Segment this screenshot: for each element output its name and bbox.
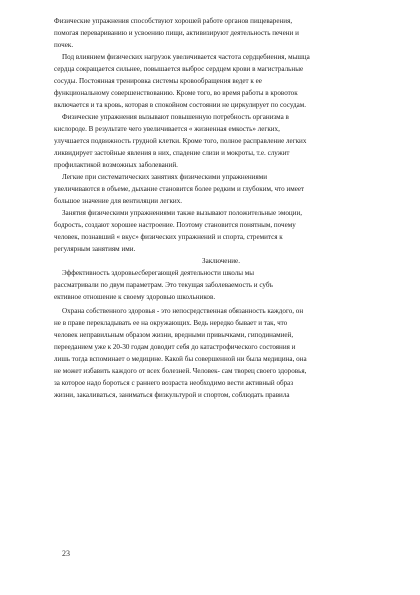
text-line: не в праве перекладывать ее на окружающих. Ведь нередко бывает и так, что bbox=[54, 319, 288, 327]
paragraph-start: Охрана собственного здоровья - это непосредственная обязанность каждого, он bbox=[62, 307, 304, 315]
text-line: профилактикой возможных заболеваний. bbox=[54, 161, 178, 169]
page-number: 23 bbox=[62, 549, 70, 558]
text-line: бодрость, создают хорошее настроение. Поэтому становится понятным, почему bbox=[54, 221, 296, 229]
text-line: жизни, закаливаться, заниматься физкультурой и спортом, соблюдать правила bbox=[54, 391, 290, 399]
text-line: улучшается подвижность грудной клетки. Кроме того, полное расправление легких bbox=[54, 137, 307, 145]
text-line: перееданием уже к 20-30 годам доводит себя до катастрофического состояния и bbox=[54, 343, 296, 351]
text-line: ективное отношение к своему здоровью школьников. bbox=[54, 293, 216, 301]
text-line: за которое надо бороться с раннего возраста необходимо вести активный образ bbox=[54, 379, 294, 387]
text-line: лишь тогда вспоминает о медицине. Какой бы совершенной ни была медицина, она bbox=[54, 355, 307, 363]
text-line: большое значение для вентиляции легких. bbox=[54, 197, 183, 205]
text-line: человек, познавший « вкус» физических упражнений и спорта, стремится к bbox=[54, 233, 283, 241]
paragraph-start: Под влиянием физических нагрузок увеличивается частота сердцебиения, мышца bbox=[62, 53, 310, 61]
text-line: включается и та кровь, которая в спокойном состоянии не циркулирует по сосудам. bbox=[54, 101, 307, 109]
text-line: почек. bbox=[54, 41, 74, 49]
text-line: увеличиваются в объеме, дыхание становится более редким и глубоким, что имеет bbox=[54, 185, 305, 193]
text-line: Физические упражнения способствуют хорошей работе органов пищеварения, bbox=[54, 17, 293, 25]
text-line: регулярным занятиям ими. bbox=[54, 245, 136, 253]
section-heading: Заключение. bbox=[202, 257, 240, 265]
paragraph-start: Эффективность здоровьесберегающей деятельности школы мы bbox=[62, 269, 255, 277]
text-line: ликвидирует застойные явления в них, спадение слизи и мокроты, т.е. служит bbox=[54, 149, 290, 157]
text-line: сердца сокращается сильнее, повышается выброс сердцем крови в магистральные bbox=[54, 65, 304, 73]
paragraph-start: Легкие при систематических занятиях физическими упражнениями bbox=[62, 173, 267, 181]
text-line: рассматривали по двум параметрам. Это текущая заболеваемость и субъ bbox=[54, 281, 273, 289]
body-text bbox=[54, 15, 388, 401]
text-line: не может избавить каждого от всех болезней. Человек- сам творец своего здоровья, bbox=[54, 367, 307, 375]
paragraph-start: Занятия физическими упражнениями также вызывают положительные эмоции, bbox=[62, 209, 303, 217]
text-line: человек неправильным образом жизни, вредными привычками, гиподинамией, bbox=[54, 331, 294, 339]
text-line: функциональному совершенствованию. Кроме того, во время работы в кровоток bbox=[54, 89, 298, 97]
text-line: кислороде. В результате чего увеличивается « жизненная емкость» легких, bbox=[54, 125, 280, 133]
text-line: сосуды. Постоянная тренировка системы кровообращения ведет к ее bbox=[54, 77, 262, 85]
text-line: помогая перевариванию и усвоению пищи, активизируют деятельность печени и bbox=[54, 29, 299, 37]
paragraph-start: Физические упражнения вызывают повышенную потребность организма в bbox=[62, 113, 289, 121]
